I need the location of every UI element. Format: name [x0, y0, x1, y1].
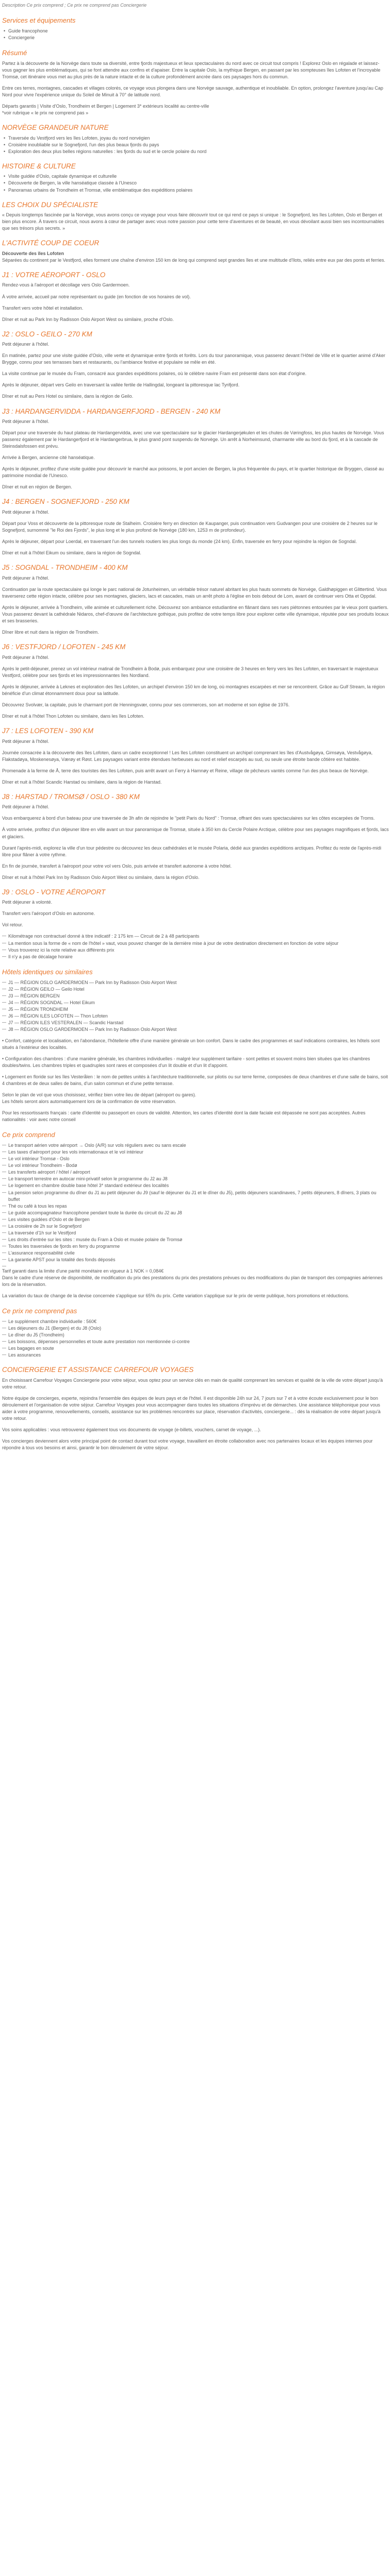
day-paragraph: Petit déjeuner à l'hôtel.: [2, 575, 50, 581]
hotel-item: — J3 — RÉGION BERGEN: [2, 993, 389, 999]
day-paragraph: Petit déjeuner à l'hôtel.: [2, 654, 50, 660]
nature-item: • Exploration des deux plus belles régions naturelles : les fjords du sud et le cercle polaire du nord: [2, 148, 389, 155]
resume-note: *voir rubrique « le prix ne comprend pas »: [2, 110, 89, 116]
nature-list: [2, 135, 389, 155]
day-paragraph: Dîner et nuit à l'hôtel Eikum ou similaire, dans la région de Sogndal.: [2, 550, 141, 556]
histoire-item: • Panoramas urbains de Trondheim et Tromsø, ville emblématique des expéditions polaires: [2, 187, 389, 194]
day-paragraph: Dîner libre et nuit dans la région de Trondheim.: [2, 630, 99, 635]
day-paragraph: Transfert vers votre hôtel et installation.: [2, 305, 84, 311]
day-paragraph: Dîner et nuit au Park Inn by Radisson Oslo Airport West ou similaire, proche d'Oslo.: [2, 316, 174, 322]
day-title: J2 : OSLO - GEILO - 270 KM: [2, 330, 92, 338]
prix-note: La variation du taux de change de la devise concernée s'applique sur 65% du prix. Cette variation s'applique sur le prix de vente publique, hors promotions et réductions.: [2, 1293, 349, 1299]
nature-item: • Croisière inoubliable sur le Sognefjord, l'un des plus beaux fjords du pays: [2, 142, 389, 148]
day-paragraph: Durant l'après-midi, explorez la ville d'un tour pédestre ou découvrez les deux cathédrales et le musée Polaria, dédié aux grandes expéditions arctiques. Profitez du reste de l'après-midi libre pour flâner à votre rythme.: [2, 845, 382, 857]
resume-title: Résumé: [2, 48, 27, 57]
prix-item: — La pension selon programme du dîner du J1 au petit déjeuner du J9 (sauf le déjeuner du J1 et le dîner du J5), petits déjeuners scandinaves, 7 petits déjeuners, 8 dîners, 3 plats ou buffet: [2, 1190, 389, 1203]
resume-paragraph: Départs garantis | Visite d'Oslo, Trondheim et Bergen | Logement 3* extérieurs localité au centre-ville: [2, 104, 209, 109]
non-item: — Le supplément chambre individuelle : 560€: [2, 1318, 389, 1325]
prix-item: — La traversée d'1h sur le Vestfjord: [2, 1230, 389, 1236]
prix-item: — Les transferts aéroport / hôtel / aéroport: [2, 1169, 389, 1176]
day-paragraph: Dîner et nuit au Pers Hotel ou similaire, dans la région de Geilo.: [2, 394, 134, 399]
day-title: J3 : HARDANGERVIDDA - HARDANGERFJORD - BERGEN - 240 KM: [2, 407, 221, 415]
day-paragraph: Dîner et nuit en région de Bergen.: [2, 484, 72, 490]
hotel-item: — J6 — RÉGION ILES LOFOTEN — Thon Lofoten: [2, 1013, 389, 1020]
services-item: • Guide francophone: [2, 28, 389, 35]
day-title: J7 : LES LOFOTEN - 390 KM: [2, 727, 94, 735]
day-paragraph: La visite continue par le musée du Fram, consacré aux grandes expéditions polaires, où le célèbre navire Fram est présenté dans son état d'origine.: [2, 371, 307, 377]
prix-item: — Toutes les traversées de fjords en ferry du programme: [2, 1243, 389, 1250]
day-paragraph: Journée consacrée à la découverte des îles Lofoten, dans un cadre exceptionnel ! Les îles Lofoten constituent un archipel comprenant les îles d'Austvågøya, Gimsøya, Vestvågøya, Flakstadøya, Moskenesøya, Værøy et Røst. Les paysages variant entre étendues herbeuses au nord et relief escarpés au sud, ou seule une étroite bande côtière est habitée.: [2, 750, 373, 762]
day-paragraph: Rendez-vous à l'aéroport et décollage vers Oslo Gardermoen.: [2, 282, 130, 288]
non-item: — Les bagages en soute: [2, 1345, 389, 1352]
prix-item: — La garantie APST pour la totalité des fonds déposés: [2, 1257, 389, 1263]
day-paragraph: Transfert vers l'aéroport d'Oslo en autonome.: [2, 911, 95, 917]
j9-notes: [2, 933, 389, 960]
prix-list: [2, 1142, 389, 1263]
day-paragraph: Petit déjeuner à l'hôtel.: [2, 510, 50, 515]
day-paragraph: Départ pour Voss et découverte de la pittoresque route de Stalheim. Croisière ferry en direction de Kaupanger, puis continuation vers Gudvangen pour une croisière de 2 heures sur le Sognefjord, surnommé "le Roi des Fjords", le plus long et le plus profond de Norvège (180 km, 1253 m de profondeur).: [2, 521, 378, 533]
hotels-extra: Pour les ressortissants français : carte d'identité ou passeport en cours de validité. Attention, les cartes d'identité dont la date faciale est dépassée ne sont pas acceptées. Autres nationalités : voir avec notre conseil: [2, 1110, 366, 1123]
day-paragraph: Après le déjeuner, départ vers Geilo en traversant la vallée fertile de Hallingdal, longeant la pittoresque lac Tyrifjord.: [2, 382, 240, 388]
day-paragraph: Vous embarquerez à bord d'un bateau pour une traversée de 3h afin de rejoindre le "petit Paris du Nord" : Tromsø, offrant des vues spectaculaires sur les côtes escarpées de Troms.: [2, 816, 375, 821]
histoire-item: • Visite guidée d'Oslo, capitale dynamique et culturelle: [2, 173, 389, 180]
coeur-paragraph: Séparées du continent par le Vestfjord, elles forment une chaîne d'environ 150 km de long qui comprend sept grandes îles et une multitude d'îlots, reliés entre eux par des ponts et ferries.: [2, 257, 385, 263]
concierge-paragraph: Vos soins applicables : vous retrouverez également tous vos documents de voyage (e-billets, vouchers, carnet de voyage, ...).: [2, 1427, 261, 1433]
services-title: Services et équipements: [2, 16, 76, 25]
coeur-title: L'ACTIVITÉ COUP DE COEUR: [2, 239, 100, 247]
concierge-title: CONCIERGERIE ET ASSISTANCE CARREFOUR VOYAGES: [2, 1366, 194, 1374]
hotel-item: — J7 — RÉGION ILES VESTERALEN — Scandic Harstad: [2, 1020, 389, 1026]
hotels-extra: Selon le plan de vol que vous choisissez, vérifiez bien votre lieu de départ (aéroport ou gares).: [2, 1092, 197, 1098]
day-paragraph: Petit déjeuner à l'hôtel.: [2, 804, 50, 810]
day-paragraph: Dîner et nuit à l'hôtel Scandic Harstad ou similaire, dans la région de Harstad.: [2, 779, 162, 785]
choix-title: LES CHOIX DU SPÉCIALISTE: [2, 200, 99, 209]
services-item: • Conciergerie: [2, 35, 389, 41]
hotel-item: — J4 — RÉGION SOGNDAL — Hotel Eikum: [2, 999, 389, 1006]
day-paragraph: En matinée, partez pour une visite guidée d'Oslo, ville verte et dynamique entre fjords et forêts. Lors du tour panoramique, vous passerez devant l'Hôtel de Ville et le quartier animé d'Aker Brygge, connu pour ses terrasses bars et restaurants, ou l'ambiance festive et populaire se mêle en été.: [2, 353, 385, 365]
prix-item: — Le guide accompagnateur francophone pendant toute la durée du circuit du J2 au J8: [2, 1210, 389, 1216]
prix-item: — La croisière de 2h sur le Sognefjord: [2, 1223, 389, 1230]
nature-item: • Traversée du Vestfjord vers les îles Lofoten, joyau du nord norvégien: [2, 135, 389, 142]
concierge-paragraph: Notre équipe de concierges, experte, rejoindra l'ensemble des équipes de leurs pays et de l'hôtel. Il est disponible 24h sur 24, 7 jours sur 7 et à votre écoute exclusivement pour le bon déroulement et l'organisation de votre séjour. Carrefour Voyages pour vous accompagner dans toutes les situations d'imprévu et de démarches. Une assistance téléphonique pour vous aider à votre programme, renouvellements, conseils, assistance sur les problèmes rencontrés sur place, réservation d'activités, conciergerie... : dès la réalisation de votre départ jusqu'à votre retour.: [2, 1396, 381, 1421]
hotels-note: • Confort, catégorie et localisation, en l'abondance, l'hôtellerie offre d'une manière générale un bon confort. Dans le cadre des programmes et sauf indications contraires, les hôtels sont situés à l'extérieur des localités.: [2, 1038, 380, 1050]
day-title: J9 : OSLO - VOTRE AÉROPORT: [2, 888, 106, 896]
prix-item: — Le vol intérieur Trondheim - Bodø: [2, 1162, 389, 1169]
prix-item: — Le transport aérien votre aéroport → Oslo (A/R) sur vols réguliers avec ou sans escale: [2, 1142, 389, 1149]
hotels-extra: Les hôtels seront alors automatiquement lors de la confirmation de votre réservation.: [2, 1099, 176, 1105]
hotels-note: • Logement en floride sur les îles Vesterålen : le nom de petites unités à l'architecture traditionnelle, sur pilotis ou sur terre ferme, composées de deux chambres et d'une salle de bains, soit 4 chambres et de deux salles de bains, d'un salon commun et d'une petite terrasse.: [2, 1074, 388, 1087]
histoire-list: [2, 173, 389, 193]
hotel-item: — J8 — RÉGION OSLO GARDERMOEN — Park Inn by Radisson Oslo Airport West: [2, 1026, 389, 1033]
day-paragraph: Après le déjeuner, profitez d'une visite guidée pour découvrir le marché aux poissons, le port ancien de Bergen, la plus fréquentée du pays, et le quartier historique de Bryggen, classé au patrimoine mondial de l'Unesco.: [2, 466, 384, 479]
non-item: — Les déjeuners du J1 (Bergen) et du J8 (Oslo): [2, 1325, 389, 1332]
hotel-item: — J5 — RÉGION TRONDHEIM: [2, 1006, 389, 1013]
day-paragraph: Dîner et nuit à l'hôtel Park Inn by Radisson Oslo Airport West ou similaire, dans la région d'Oslo.: [2, 874, 200, 880]
j9-note: — Vous trouverez ici la note relative aux différents prix: [2, 947, 389, 954]
day-paragraph: Après le déjeuner, arrivée à Leknes et exploration des îles Lofoten, un archipel d'environ 150 km de long, où montagnes escarpées et mer se rencontrent. Grâce au Gulf Stream, la région bénéficie d'un climat étonnamment doux pour sa latitude.: [2, 684, 385, 696]
day-title: J4 : BERGEN - SOGNEFJORD - 250 KM: [2, 498, 129, 506]
hotel-item: — J1 — RÉGION OSLO GARDERMOEN — Park Inn by Radisson Oslo Airport West: [2, 979, 389, 986]
hotels-list: [2, 979, 389, 1033]
non-list: [2, 1318, 389, 1359]
histoire-title: HISTOIRE & CULTURE: [2, 162, 76, 170]
resume-paragraph: Entre ces terres, montagnes, cascades et villages colorés, ce voyage vous plongera dans une Norvège sauvage, authentique et inoubliable. En option, prolongez l'aventure jusqu'au Cap Nord pour vivre l'expérience unique du Soleil de Minuit à 70° de latitude nord.: [2, 85, 383, 98]
day-paragraph: À votre arrivée, accueil par notre représentant ou guide (en fonction de vos horaires de vol).: [2, 294, 191, 299]
prix-title: Ce prix comprend: [2, 1131, 55, 1139]
day-paragraph: Découvrez Svolvær, la capitale, puis le charmant port de Henningsvær, connu pour ses commerces, son art moderne et son église de 1976.: [2, 702, 290, 707]
day-paragraph: Départ pour une traversée du haut plateau de Hardangervidda, avec une vue spectaculaire sur le glacier Hardangerjøkulen et les chutes de Vøringfoss, les plus hautes de Norvège. Vous passerez également par le Hardangerfjord et le Hardangerbrua, le plus grand pont suspendu de Norvège. Un arrêt à Norheimsund, charmante ville au bord du fjord, et à la cascade de Steinsdalsfossen est prévu.: [2, 430, 384, 449]
j9-note: — La mention sous la forme de « nom de l'hôtel » vaut, vous pouvez changer de la dernière mise à jour de votre destination directement en fonction de votre séjour: [2, 940, 389, 947]
non-item: — Les boissons, dépenses personnelles et toute autre prestation non mentionnée ci-contre: [2, 1338, 389, 1345]
prix-note: Dans le cadre d'une réserve de disponibilité, de modification du prix des prestations du prix des prestations prévues ou des modifications du plan de transport des compagnies aériennes lors de la réservation.: [2, 1275, 383, 1287]
hotel-item: — J2 — RÉGION GEILO — Geilo Hotel: [2, 986, 389, 993]
prix-item: — Le logement en chambre double base hôtel 3* standard extérieur des localités: [2, 1182, 389, 1189]
day-title: J1 : VOTRE AÉROPORT - OSLO: [2, 270, 106, 279]
prix-item: — Les taxes d'aéroport pour les vols internationaux et le vol intérieur: [2, 1149, 389, 1156]
day-paragraph: Continuation par la route spectaculaire qui longe le parc national de Jotunheimen, un véritable trésor naturel abritant les plus hauts sommets de Norvège, Galdhøpiggen et Glittertind. Vous traverserez cette région intacte, célèbre pour ses montagnes, glaciers, lacs et cascades, mais un arrêt photo à l'église en bois debout de Lom, avant de continuer vers Otta et Oppdal.: [2, 586, 387, 599]
day-paragraph: Promenade à la ferme de Å, terre des touristes des îles Lofoten, puis arrêt avant un Ferry à Hamnøy et Reine, village de pêcheurs vantés comme l'un des plus beaux de Norvège.: [2, 768, 369, 773]
intro-line: Description Ce prix comprend ; Ce prix ne comprend pas Conciergerie: [2, 3, 147, 8]
day-paragraph: Dîner et nuit à l'hôtel Thon Lofoten ou similaire, dans les îles Lofoten.: [2, 713, 144, 719]
day-paragraph: Après le déjeuner, départ pour Loerdal, en traversant l'un des tunnels routiers les plus longs du monde (24 km). Enfin, traversée en ferry pour rejoindre la région de Sogndal.: [2, 539, 357, 545]
concierge-paragraph: Vos concierges deviennent alors votre principal point de contact durant tout votre voyage, travaillent en étroite collaboration avec nos partenaires locaux et les équipes internes pour répondre à tous vos besoins et ainsi, garantir le bon déroulement de votre séjour.: [2, 1438, 373, 1451]
day-paragraph: Vol retour.: [2, 922, 23, 928]
coeur-subtitle: Découverte des îles Lofoten: [2, 250, 64, 256]
day-paragraph: Arrivée à Bergen, ancienne cité hanséatique.: [2, 455, 95, 461]
day-paragraph: Petit déjeuner à l'hôtel.: [2, 342, 50, 347]
concierge-paragraph: En choisissant Carrefour Voyages Conciergerie pour votre séjour, vous optez pour un service clés en main de qualité comprenant les services et qualité de la ville de votre départ jusqu'à votre retour.: [2, 1377, 383, 1389]
non-item: — Le dîner du J5 (Trondheim): [2, 1332, 389, 1338]
non-item: — Les assurances: [2, 1352, 389, 1359]
day-paragraph: Petit déjeuner à l'hôtel.: [2, 419, 50, 425]
day-paragraph: En fin de journée, transfert à l'aéroport pour votre vol vers Oslo, puis arrivée et transfert autonome à votre hôtel.: [2, 863, 232, 869]
day-paragraph: Petit déjeuner à l'hôtel.: [2, 738, 50, 744]
day-paragraph: Après le déjeuner, arrivée à Trondheim, ville animée et culturellement riche. Découvrez son ambiance estudiantine en flânant dans ses rues piétonnes entourées par le vieux pont quartiers. Vous passerez devant la cathédrale Nidaros, chef-d'œuvre de l'architecture gothique, puis profitez de votre temps libre pour explorer cette ville dynamique, réputée pour ses produits locaux et ses brasseries.: [2, 604, 389, 624]
day-title: J5 : SOGNDAL - TRONDHEIM - 400 KM: [2, 564, 128, 572]
prix-item: — Le transport terrestre en autocar mini-privatif selon le programme du J2 au J8: [2, 1176, 389, 1182]
prix-note: Tarif garanti dans la limite d'une parité monétaire en vigueur à 1 NOK = 0,084€: [2, 1268, 164, 1274]
services-list: [2, 28, 389, 41]
non-title: Ce prix ne comprend pas: [2, 1307, 77, 1315]
prix-item: — Les visites guidées d'Oslo et de Bergen: [2, 1216, 389, 1223]
day-paragraph: À votre arrivée, profitez d'un déjeuner libre en ville avant un tour panoramique de Tromsø, située à 350 km du Cercle Polaire Arctique, célèbre pour ses paysages magnifiques et fjords, lacs et glaciers.: [2, 827, 389, 839]
resume-paragraph: Partez à la découverte de la Norvège dans toute sa diversité, entre fjords majestueux et lieux spectaculaires du nord avec ce circuit tout compris ! Explorez Oslo en régalade et laissez-vous gagner les plus emblématiques, qui se font attendre aux confins et d'apaiser. Entre la capitale Oslo, la mythique Bergen, en passant par les sompteuses îles Lofoten et l'incroyable Tromsø, cet itinéraire vous met au plus près de la nature intacte et de la culture profondément ancrée dans ces paysages hors du commun.: [2, 60, 381, 79]
prix-item: — L'assurance responsabilité civile: [2, 1250, 389, 1257]
prix-item: — Le vol intérieur Tromsø - Oslo: [2, 1156, 389, 1162]
hotels-note: • Configuration des chambres : d'une manière générale, les chambres individuelles - malgré leur supplément tarifaire - sont petites et souvent moins bien situées que les chambres doubles/twins. Les chambres triples et quadruples sont rares et composées d'un lit double et d'un lit d'appoint.: [2, 1056, 370, 1069]
prix-item: — Les droits d'entrée sur les sites : musée du Fram à Oslo et musée polaire de Tromsø: [2, 1236, 389, 1243]
day-paragraph: Après le petit-déjeuner, prenez un vol intérieur matinal de Trondheim à Bodø, puis embarquez pour une croisière de 3 heures en ferry vers les îles Lofoten, en traversant le majestueux Vestfjord, célèbre pour ses fjords et les impressionnantes îles Nordland.: [2, 666, 379, 678]
histoire-item: • Découverte de Bergen, la ville hanséatique classée à l'Unesco: [2, 180, 389, 187]
nature-title: NORVÈGE GRANDEUR NATURE: [2, 124, 109, 132]
prix-item: — Thé ou café à tous les repas: [2, 1203, 389, 1210]
choix-paragraph: « Depuis longtemps fascinée par la Norvège, vous avons conçu ce voyage pour vous faire découvrir tout ce qui rend ce pays si unique : le Sognefjord, les îles Lofoten, Oslo et Bergen et bien plus encore. À travers ce circuit, nous avons à cœur de partager avec vous notre passion pour cette terre d'aventures et de beauté, en vous dévoilant aussi bien ses incontournables que ses trésors plus secrets. »: [2, 212, 384, 231]
itinerary: [2, 270, 389, 929]
day-title: J6 : VESTFJORD / LOFOTEN - 245 KM: [2, 643, 126, 651]
j9-note: — Kilométrage non contractuel donné à titre indicatif : 2 175 km — Circuit de 2 à 48 participants: [2, 933, 389, 940]
day-title: J8 : HARSTAD / TROMSØ / OSLO - 380 KM: [2, 792, 140, 801]
day-paragraph: Petit déjeuner à volonté.: [2, 900, 53, 905]
hotels-title: Hôtels identiques ou similaires: [2, 968, 93, 976]
j9-note: — Il n'y a pas de décalage horaire: [2, 954, 389, 960]
